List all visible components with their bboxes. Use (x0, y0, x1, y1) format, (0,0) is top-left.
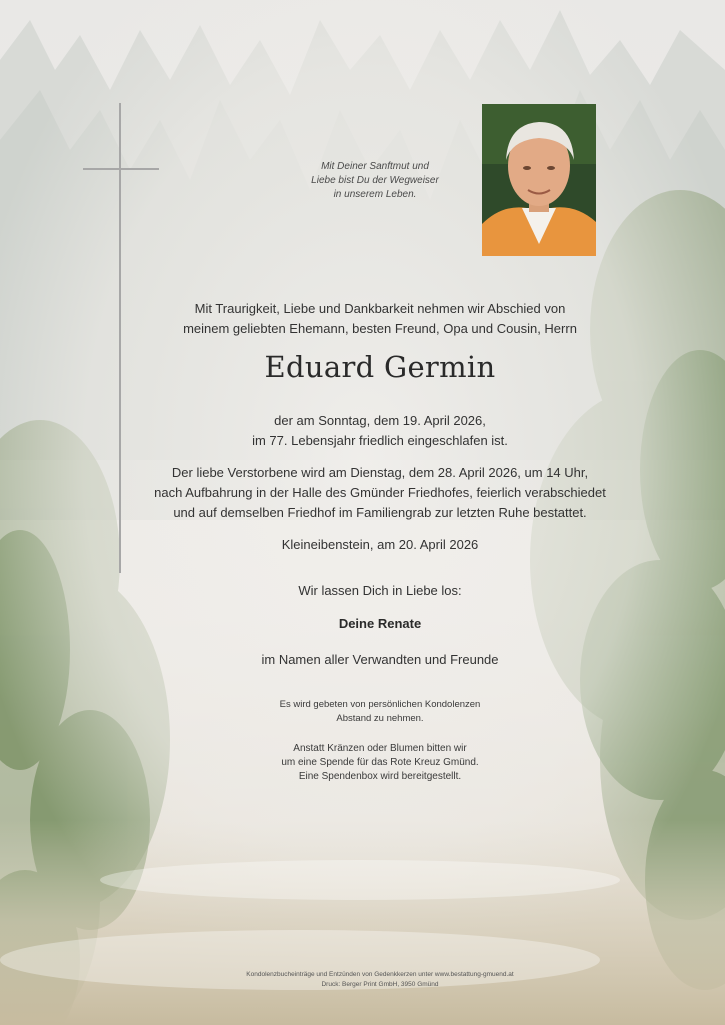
death-notice (100, 411, 660, 451)
funeral-line: und auf demselben Friedhof im Familiengrab zur letzten Ruhe bestattet. (173, 505, 587, 520)
donation-line: Anstatt Kränzen oder Blumen bitten wir (293, 743, 467, 754)
deceased-name: Eduard Germin (264, 350, 496, 384)
relatives-line: im Namen aller Verwandten und Freunde (261, 652, 499, 667)
death-line: der am Sonntag, dem 19. April 2026, (274, 413, 486, 428)
cross-horizontal-bar (83, 168, 159, 170)
farewell-line: Wir lassen Dich in Liebe los: (298, 583, 462, 598)
place-date: Kleineibenstein, am 20. April 2026 (281, 537, 479, 552)
donation-line: um eine Spende für das Rote Kreuz Gmünd. (281, 757, 479, 768)
footer-line: Kondolenzbucheinträge und Entzünden von Gedenkkerzen unter www.bestattung-gmuend.at (246, 971, 514, 978)
motto-line: Liebe bist Du der Wegweiser (311, 175, 439, 186)
footer-line: Druck: Berger Print GmbH, 3950 Gmünd (321, 981, 439, 988)
donation-note (100, 742, 660, 784)
portrait-photo (482, 104, 596, 256)
donation-line: Eine Spendenbox wird bereitgestellt. (298, 771, 462, 782)
motto-line: in unserem Leben. (333, 189, 417, 200)
funeral-line: Der liebe Verstorbene wird am Dienstag, dem 28. April 2026, um 14 Uhr, (171, 465, 589, 480)
footer-credits (100, 970, 660, 990)
memorial-motto (270, 160, 480, 202)
intro-line: Mit Traurigkeit, Liebe und Dankbarkeit nehmen wir Abschied von (194, 301, 566, 316)
signer-name: Deine Renate (338, 616, 422, 631)
intro-text (100, 299, 660, 339)
death-line: im 77. Lebensjahr friedlich eingeschlafen ist. (252, 433, 508, 448)
condolence-line: Abstand zu nehmen. (336, 713, 424, 724)
motto-line: Mit Deiner Sanftmut und (321, 161, 429, 172)
funeral-line: nach Aufbahrung in der Halle des Gmünder Friedhofes, feierlich verabschiedet (154, 485, 606, 500)
portrait-illustration (482, 104, 596, 256)
intro-line: meinem geliebten Ehemann, besten Freund, Opa und Cousin, Herrn (183, 321, 577, 336)
condolence-note (100, 698, 660, 726)
condolence-line: Es wird gebeten von persönlichen Kondolenzen (279, 699, 481, 710)
funeral-details (100, 463, 660, 523)
